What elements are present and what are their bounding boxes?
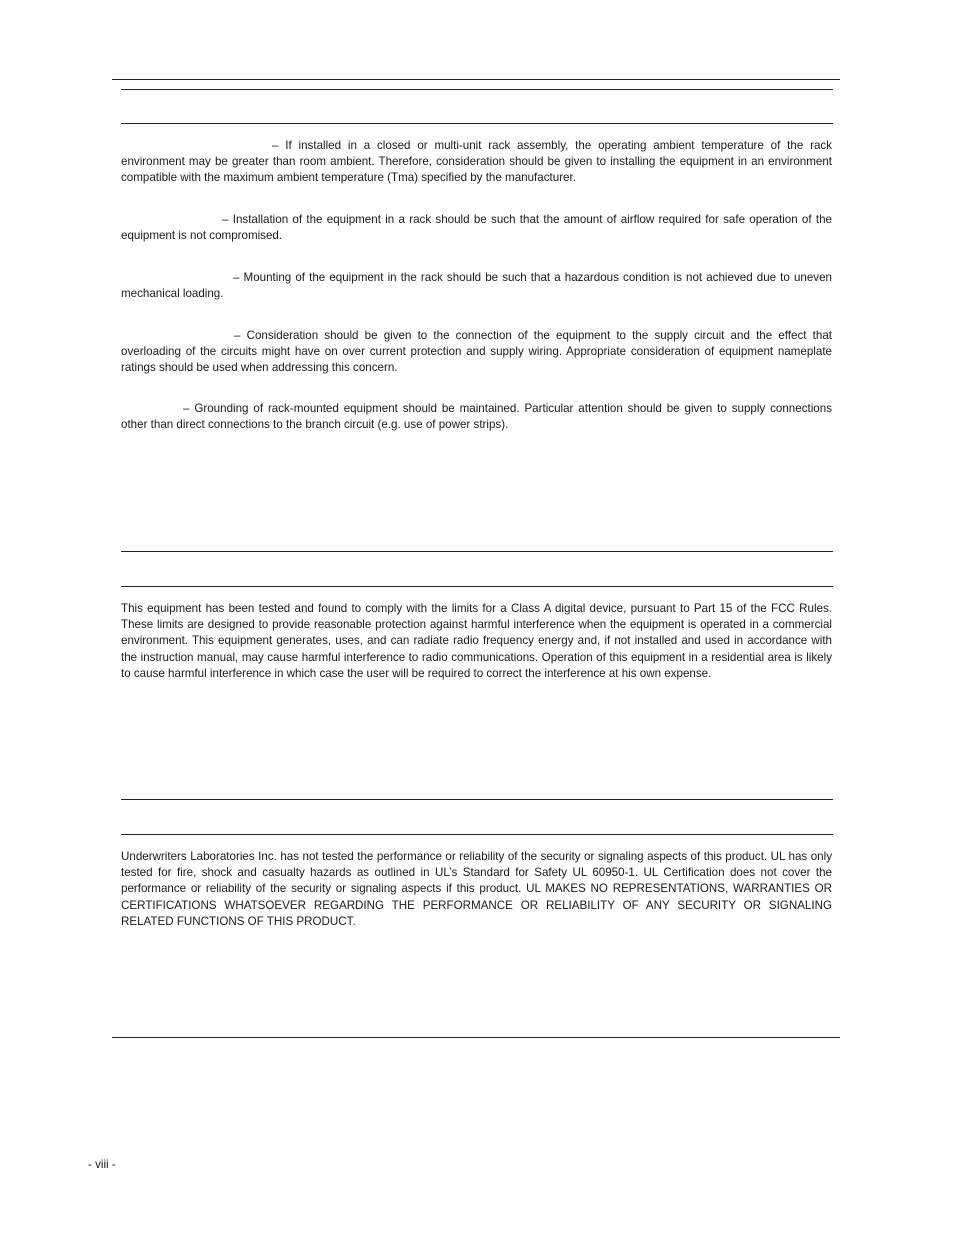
rack-item-reliable-grounding: – Grounding of rack-mounted equipment should be maintained. Particular attention should be given to supply connections other than direct connections to the branch circuit (e.g. use of power strips). bbox=[121, 402, 832, 432]
rack-item-reduced-airflow: – Installation of the equipment in a rack should be such that the amount of airflow required for safe operation of the equipment is not compromised. bbox=[121, 213, 832, 243]
ul-section-header-bottom-rule bbox=[121, 834, 833, 835]
rack-section-header-bottom-rule bbox=[121, 123, 833, 124]
rack-item-circuit-overloading: – Consideration should be given to the connection of the equipment to the supply circuit and the effect that overloading of the circuits might have on over current protection and supply wiring. Appropriate consideration of equipment nameplate ratings should be used when addressing this concern. bbox=[121, 329, 832, 375]
top-outer-rule bbox=[112, 79, 840, 80]
ul-section-header-top-rule bbox=[121, 799, 833, 800]
fcc-section-header-bottom-rule bbox=[121, 586, 833, 587]
bottom-outer-rule bbox=[112, 1037, 840, 1038]
rack-item-elevated-temperature: – If installed in a closed or multi-unit rack assembly, the operating ambient temperature of the rack environment may be greater than room ambient. Therefore, consideration should be given to installing the equipment in an environment compatible with the maximum ambient temperature (Tma) specified by the manufacturer. bbox=[121, 139, 832, 185]
rack-item-mechanical-loading: – Mounting of the equipment in the rack should be such that a hazardous condition is not achieved due to uneven mechanical loading. bbox=[121, 271, 832, 301]
fcc-section-header-top-rule bbox=[121, 551, 833, 552]
ul-statement: Underwriters Laboratories Inc. has not tested the performance or reliability of the security or signaling aspects of this product. UL has only tested for fire, shock and casualty hazards as outlined in UL’s Standard for Safety UL 60950-1. UL Certification does not cover the performance or reliability of the security or signaling aspects if this product. UL MAKES NO REPRESENTATIONS, WARRANTIES OR CERTIFICATIONS WHATSOEVER REGARDING THE PERFORMANCE OR RELIABILITY OF ANY SECURITY OR SIGNALING RELATED FUNCTIONS OF THIS PRODUCT. bbox=[121, 850, 832, 928]
page-number: - viii - bbox=[88, 1158, 116, 1171]
rack-section-header-top-rule bbox=[121, 89, 833, 90]
fcc-statement: This equipment has been tested and found to comply with the limits for a Class A digital device, pursuant to Part 15 of the FCC Rules. These limits are designed to provide reasonable protection against harmful interference when the equipment is operated in a commercial environment. This equipment generates, uses, and can radiate radio frequency energy and, if not installed and used in accordance with the instruction manual, may cause harmful interference to radio communications. Operation of this equipment in a residential area is likely to cause harmful interference in which case the user will be required to correct the interference at his own expense. bbox=[121, 602, 832, 680]
